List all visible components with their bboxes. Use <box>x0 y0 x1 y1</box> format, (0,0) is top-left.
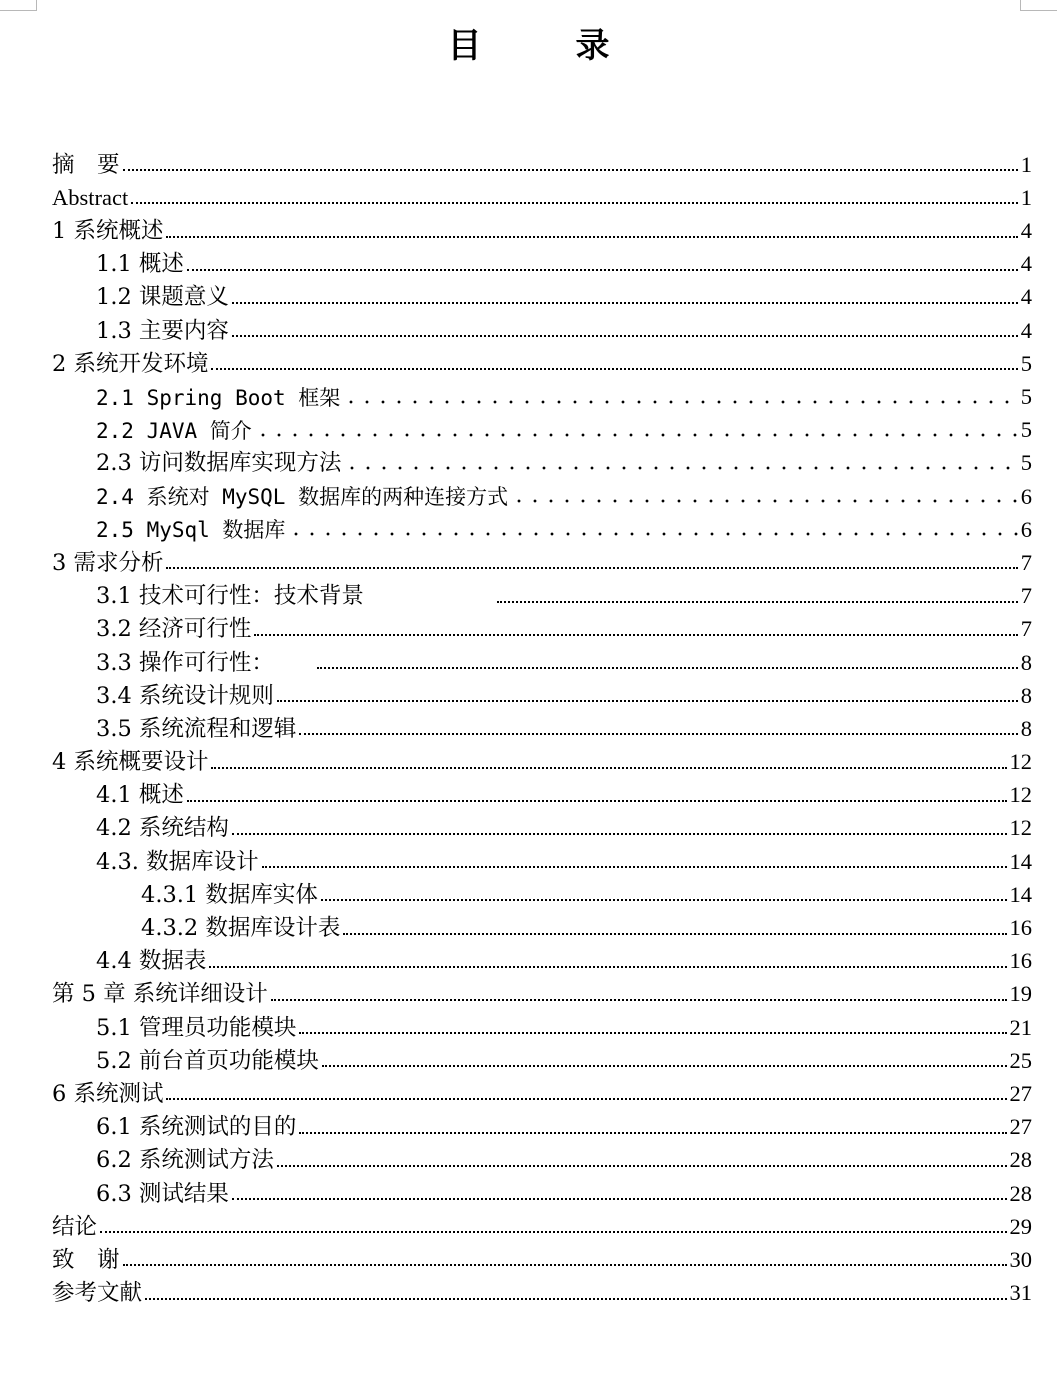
toc-entry-title: 1.1 概述 <box>96 251 184 278</box>
toc-entry-title: 3.4 系统设计规则 <box>96 682 274 709</box>
dot-leader <box>299 1132 1006 1134</box>
dot-leader <box>255 432 1018 438</box>
toc-entry-page-number: 14 <box>1009 881 1032 907</box>
dot-leader <box>321 899 1007 901</box>
toc-entry-page-number: 31 <box>1009 1280 1032 1306</box>
toc-entry-title: 2.4 系统对 MySQL 数据库的两种连接方式 <box>96 485 509 510</box>
toc-entry-title: 2.3 访问数据库实现方法 <box>96 450 342 477</box>
toc-entry[interactable] <box>52 973 1032 1006</box>
toc-entry-page-number: 30 <box>1009 1246 1032 1272</box>
toc-entry[interactable] <box>52 1139 1032 1172</box>
toc-entry[interactable] <box>52 409 1032 442</box>
dot-leader <box>166 236 1017 238</box>
toc-entry-page-number: 27 <box>1009 1114 1032 1140</box>
toc-entry-title: 2 系统开发环境 <box>52 350 209 377</box>
toc-entry-page-number: 1 <box>1020 184 1032 210</box>
toc-entry-title: 致 谢 <box>52 1246 120 1273</box>
dot-leader <box>271 999 1007 1001</box>
dot-leader <box>100 1231 1006 1233</box>
toc-entry-title: 结论 <box>52 1213 98 1240</box>
toc-entry[interactable] <box>52 475 1032 508</box>
toc-entry[interactable] <box>52 309 1032 342</box>
dot-leader <box>317 667 1018 669</box>
toc-entry[interactable] <box>52 1205 1032 1238</box>
toc-entry-title: 1.3 主要内容 <box>96 317 229 344</box>
page-corner-mark-left <box>0 0 37 11</box>
toc-entry-page-number: 12 <box>1009 749 1032 775</box>
toc-entry-page-number: 21 <box>1009 1014 1032 1040</box>
dot-leader <box>209 966 1006 968</box>
toc-entry[interactable] <box>52 674 1032 707</box>
toc-entry[interactable] <box>52 1072 1032 1105</box>
dot-leader <box>299 733 1017 735</box>
toc-entry-page-number: 14 <box>1009 848 1032 874</box>
toc-entry-page-number: 4 <box>1020 218 1032 244</box>
toc-entry-page-number: 1 <box>1020 151 1032 177</box>
dot-leader <box>497 601 1018 603</box>
toc-entry-page-number: 25 <box>1009 1047 1032 1073</box>
dot-leader <box>232 833 1007 835</box>
toc-entry-title: Abstract <box>52 184 129 210</box>
toc-entry-title: 2.2 JAVA 简介 <box>96 418 252 443</box>
toc-entry-title: 4.3.2 数据库设计表 <box>141 915 341 941</box>
toc-entry-title: 3 需求分析 <box>52 549 164 576</box>
toc-entry-title: 6.3 测试结果 <box>96 1180 229 1207</box>
toc-entry-title: 4.3. 数据库设计 <box>96 848 259 875</box>
toc-entry[interactable] <box>52 276 1032 309</box>
dot-leader <box>232 335 1018 337</box>
toc-entry[interactable] <box>52 740 1032 776</box>
dot-leader <box>131 202 1018 204</box>
toc-entry-title: 4.1 概述 <box>96 782 184 809</box>
dot-leader <box>187 269 1018 271</box>
toc-entry-title: 摘 要 <box>52 151 120 178</box>
toc-entry[interactable] <box>52 342 1032 375</box>
page-corner-mark-right <box>1020 0 1057 11</box>
toc-entry-title: 5.1 管理员功能模块 <box>96 1014 297 1041</box>
toc-entry[interactable] <box>52 574 1032 610</box>
toc-entry-page-number: 5 <box>1020 350 1032 376</box>
toc-entry-page-number: 29 <box>1009 1213 1032 1239</box>
toc-entry-page-number: 4 <box>1020 317 1032 343</box>
toc-entry-title: 2.1 Spring Boot 框架 <box>96 385 341 410</box>
dot-leader <box>277 1165 1007 1167</box>
dot-leader <box>211 767 1006 769</box>
dot-leader <box>277 700 1018 702</box>
dot-leader <box>322 1065 1007 1067</box>
toc-entry-title: 4 系统概要设计 <box>52 749 209 776</box>
toc-entry-page-number: 8 <box>1020 649 1032 675</box>
dot-leader <box>166 1098 1006 1100</box>
toc-entry-page-number: 16 <box>1009 948 1032 974</box>
toc-entry-page-number: 4 <box>1020 251 1032 277</box>
toc-entry[interactable] <box>52 209 1032 245</box>
dot-leader <box>166 567 1017 569</box>
toc-entry-title: 3.3 操作可行性： <box>96 649 274 676</box>
toc-entry-title: 3.1 技术可行性：技术背景 <box>96 583 364 610</box>
toc-entry[interactable] <box>52 1039 1032 1072</box>
toc-entry-title: 4.3.1 数据库实体 <box>141 881 318 908</box>
toc-entry-page-number: 27 <box>1009 1080 1032 1106</box>
dot-leader <box>343 399 1017 405</box>
toc-entry-page-number: 4 <box>1020 284 1032 310</box>
toc-entry-page-number: 6 <box>1020 516 1032 542</box>
toc-entry-title: 参考文献 <box>52 1280 143 1307</box>
toc-entry-title: 1 系统概述 <box>52 218 164 245</box>
toc-entry-page-number: 8 <box>1020 682 1032 708</box>
toc-entry[interactable] <box>52 442 1032 475</box>
toc-title: 目 录 <box>447 26 640 66</box>
dot-leader <box>343 933 1006 935</box>
toc-entry[interactable] <box>52 1271 1032 1307</box>
toc-entry-page-number: 7 <box>1020 549 1032 575</box>
toc-entry-page-number: 5 <box>1020 450 1032 476</box>
toc-entry-title: 4.4 数据表 <box>96 948 207 975</box>
toc-entry-page-number: 12 <box>1009 782 1032 808</box>
toc-entry-title: 6.2 系统测试方法 <box>96 1147 274 1174</box>
toc-entry[interactable] <box>52 774 1032 807</box>
toc-entry[interactable] <box>52 1006 1032 1039</box>
toc-entry-title: 6 系统测试 <box>52 1080 164 1107</box>
dot-leader <box>262 866 1007 868</box>
toc-entry[interactable] <box>52 840 1032 873</box>
dot-leader <box>187 800 1007 802</box>
toc-entry[interactable] <box>52 1172 1032 1205</box>
toc-entry-page-number: 16 <box>1009 915 1032 940</box>
toc-entry-page-number: 5 <box>1020 417 1032 443</box>
toc-entry-page-number: 7 <box>1020 583 1032 609</box>
dot-leader <box>232 1198 1007 1200</box>
dot-leader <box>123 1264 1007 1266</box>
toc-entry[interactable] <box>52 873 1032 906</box>
toc-entry[interactable] <box>52 1238 1032 1271</box>
toc-entry-title: 2.5 MySql 数据库 <box>96 518 286 543</box>
toc-entry-page-number: 5 <box>1020 384 1032 409</box>
toc-entry[interactable] <box>52 243 1032 276</box>
toc-entry[interactable] <box>52 508 1032 541</box>
toc-entry-page-number: 12 <box>1009 815 1032 841</box>
dot-leader <box>211 368 1017 370</box>
table-of-contents <box>52 143 1032 1305</box>
dot-leader <box>288 531 1017 537</box>
toc-entry[interactable] <box>52 940 1032 973</box>
dot-leader <box>123 169 1018 171</box>
toc-entry-page-number: 28 <box>1009 1180 1032 1206</box>
dot-leader <box>299 1032 1006 1034</box>
toc-entry[interactable] <box>52 906 1032 939</box>
toc-entry-page-number: 19 <box>1009 981 1032 1007</box>
dot-leader <box>254 634 1017 636</box>
toc-entry-title: 4.2 系统结构 <box>96 815 229 842</box>
dot-leader <box>232 302 1018 304</box>
toc-entry-title: 5.2 前台首页功能模块 <box>96 1047 319 1074</box>
toc-entry-title: 6.1 系统测试的目的 <box>96 1114 297 1141</box>
toc-entry[interactable] <box>52 641 1032 674</box>
toc-entry-title: 3.2 经济可行性 <box>96 616 252 643</box>
toc-entry[interactable] <box>52 1105 1032 1141</box>
toc-entry-page-number: 7 <box>1020 616 1032 642</box>
toc-entry-title: 3.5 系统流程和逻辑 <box>96 715 297 742</box>
toc-entry-title: 第 5 章 系统详细设计 <box>52 981 268 1008</box>
dot-leader <box>145 1298 1006 1300</box>
toc-entry[interactable] <box>52 541 1032 574</box>
toc-entry[interactable] <box>52 176 1032 209</box>
toc-entry[interactable] <box>52 375 1032 408</box>
toc-entry[interactable] <box>52 608 1032 641</box>
toc-entry[interactable] <box>52 143 1032 176</box>
toc-entry-title: 1.2 课题意义 <box>96 284 229 311</box>
toc-entry-page-number: 8 <box>1020 715 1032 741</box>
toc-entry-page-number: 6 <box>1020 483 1032 509</box>
toc-entry-page-number: 28 <box>1009 1147 1032 1173</box>
toc-entry[interactable] <box>52 807 1032 840</box>
dot-leader <box>511 498 1018 504</box>
dot-leader <box>344 465 1017 471</box>
toc-entry[interactable] <box>52 707 1032 740</box>
